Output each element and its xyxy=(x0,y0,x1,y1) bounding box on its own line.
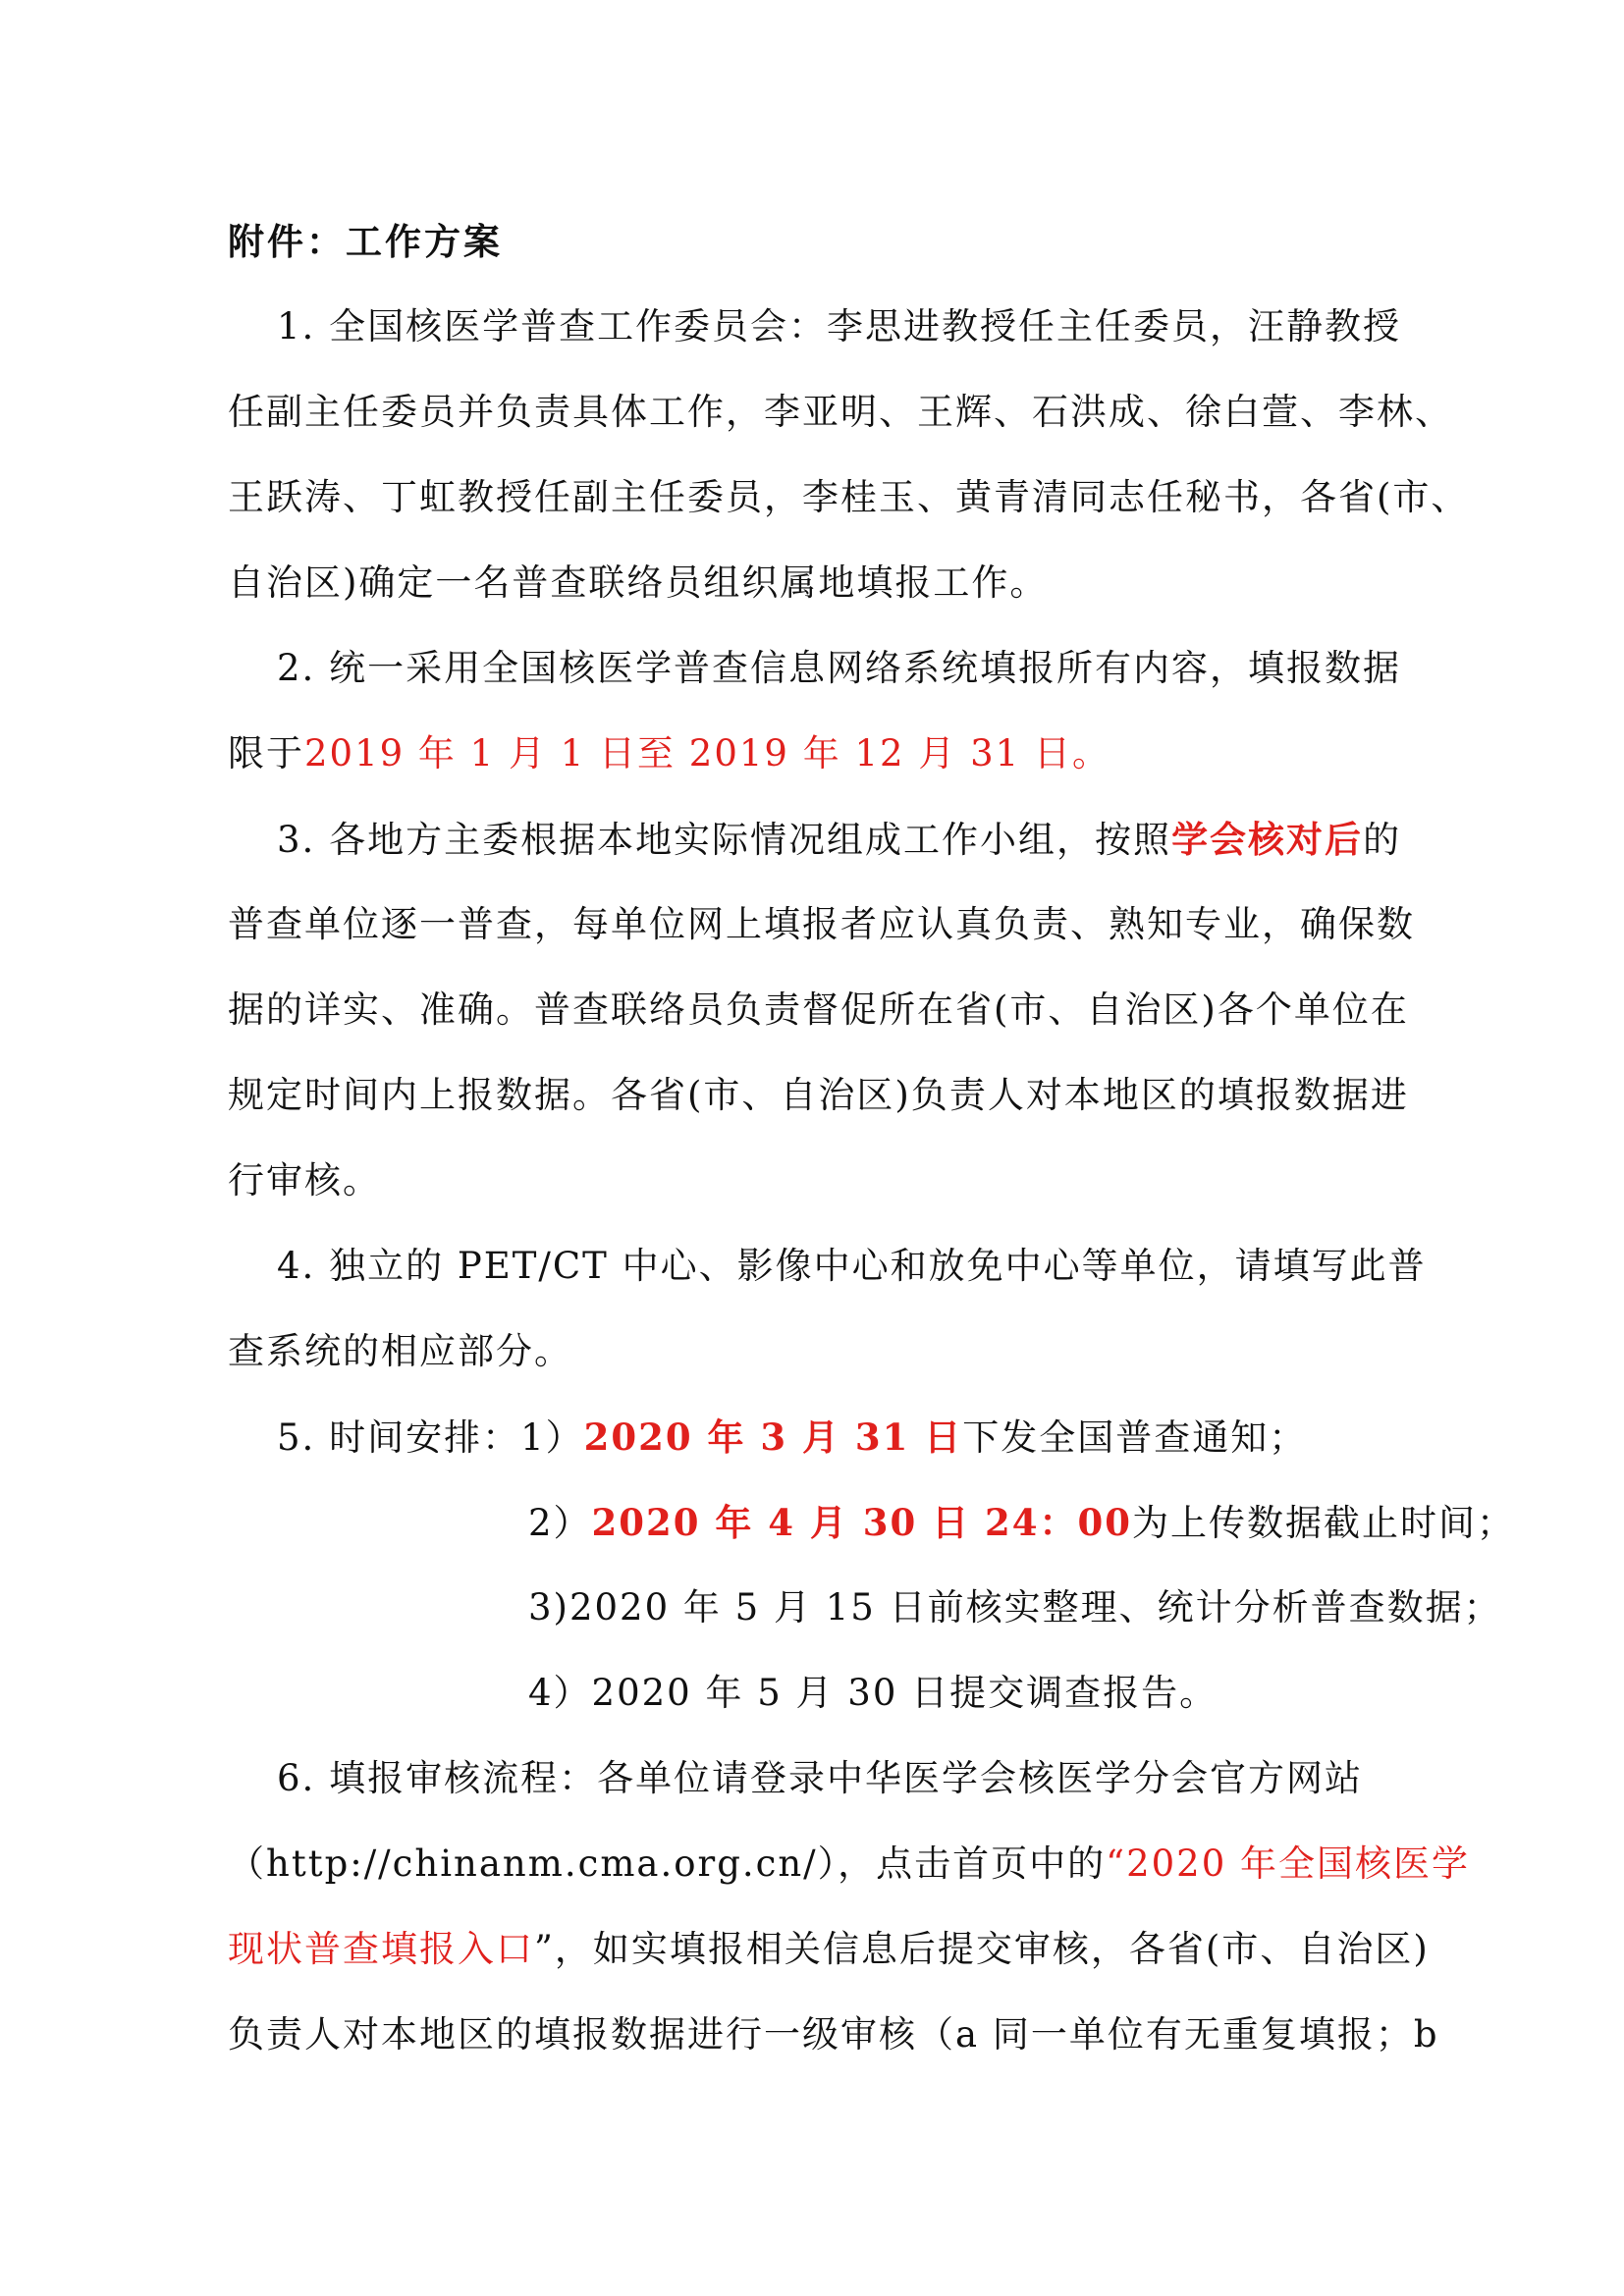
item6-line2 xyxy=(228,1841,1470,1888)
item3-emphasis: 学会核对后 xyxy=(1171,818,1364,861)
item2-date-range: 2019 年 1 月 1 日至 2019 年 12 月 31 日。 xyxy=(304,732,1110,774)
item1-line1: 1. 全国核医学普查工作委员会：李思进教授任主任委员，汪静教授 xyxy=(277,305,1402,347)
document-title: 附件：工作方案 xyxy=(228,220,503,263)
item5-text2: 为上传数据截止时间； xyxy=(1132,1502,1516,1544)
item6-line1: 6. 填报审核流程：各单位请登录中华医学会核医学分会官方网站 xyxy=(277,1757,1364,1799)
item5-line4: 4）2020 年 5 月 30 日提交调查报告。 xyxy=(528,1672,1218,1714)
item3-line4: 规定时间内上报数据。各省(市、自治区)负责人对本地区的填报数据进 xyxy=(228,1074,1409,1116)
item5-line3: 3)2020 年 5 月 15 日前核实整理、统计分析普查数据； xyxy=(528,1586,1502,1629)
item4-line1: 4. 独立的 PET/CT 中心、影像中心和放免中心等单位，请填写此普 xyxy=(277,1245,1427,1287)
item6-url-text: （http://chinanm.cma.org.cn/），点击首页中的 xyxy=(228,1842,1107,1885)
item6-text3: ”，如实填报相关信息后提交审核，各省(市、自治区) xyxy=(534,1928,1430,1970)
item5-text1: 下发全国普查通知； xyxy=(962,1416,1308,1459)
item5-line1 xyxy=(277,1414,1455,1462)
item1-line4: 自治区)确定一名普查联络员组织属地填报工作。 xyxy=(228,561,1049,604)
item5-num2: 2） xyxy=(528,1502,592,1544)
item2-line1: 2. 统一采用全国核医学普查信息网络系统填报所有内容，填报数据 xyxy=(277,647,1402,689)
item5-date1: 2020 年 3 月 31 日 xyxy=(583,1415,963,1459)
item3-line2: 普查单位逐一普查，每单位网上填报者应认真负责、熟知专业，确保数 xyxy=(228,903,1415,945)
item3-line3: 据的详实、准确。普查联络员负责督促所在省(市、自治区)各个单位在 xyxy=(228,988,1409,1031)
item3-line1 xyxy=(277,816,1455,864)
item3-line5: 行审核。 xyxy=(228,1159,381,1201)
item1-line3: 王跃涛、丁虹教授任副主任委员，李桂玉、黄青清同志任秘书，各省(市、 xyxy=(228,476,1470,518)
item6-entry-name-a: “2020 年全国核医学 xyxy=(1106,1842,1470,1885)
item6-line4: 负责人对本地区的填报数据进行一级审核（a 同一单位有无重复填报；b xyxy=(228,2013,1439,2056)
item2-line2 xyxy=(228,730,1406,777)
item3-text-b: 的 xyxy=(1363,819,1402,861)
item3-text-a: 3. 各地方主委根据本地实际情况组成工作小组，按照 xyxy=(277,819,1172,861)
item5-line2 xyxy=(528,1499,1624,1547)
item5-date2: 2020 年 4 月 30 日 24：00 xyxy=(591,1501,1133,1544)
item5-label: 5. 时间安排：1） xyxy=(277,1416,584,1459)
item2-prefix: 限于 xyxy=(228,732,304,774)
item6-entry-name-b: 现状普查填报入口 xyxy=(228,1928,534,1970)
item1-line2: 任副主任委员并负责具体工作，李亚明、王辉、石洪成、徐白萱、李林、 xyxy=(228,391,1453,433)
item6-line3 xyxy=(228,1926,1430,1973)
item4-line2: 查系统的相应部分。 xyxy=(228,1330,572,1372)
